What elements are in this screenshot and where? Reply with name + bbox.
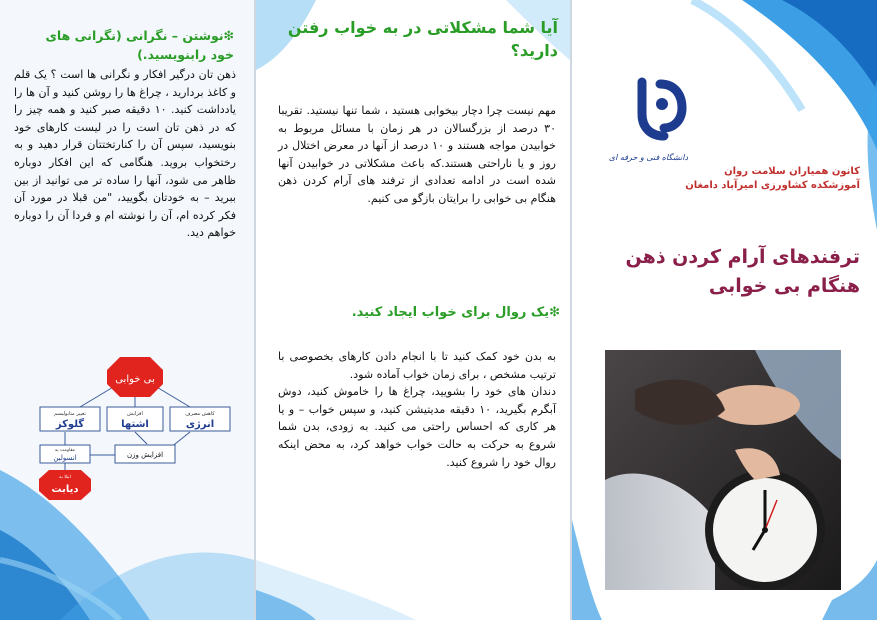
section-title-sleep-problems: آیا شما مشکلاتی در به خواب رفتن دارید؟: [287, 18, 558, 60]
weight-label: افزایش وزن: [126, 451, 164, 459]
appetite-small-label: افزایش: [127, 411, 143, 417]
organization-name: [586, 165, 860, 193]
alarm-clock-photo: [605, 350, 841, 590]
insomnia-label: بی خوابی: [115, 374, 155, 385]
energy-label: انرژی: [185, 419, 215, 430]
diabetes-label: دیابت: [51, 484, 79, 495]
glucose-small-label: تغییر متابولیسم: [54, 411, 86, 417]
insulin-small-label: مقاومت به: [54, 448, 76, 453]
paragraph-writing-worries: ذهن تان درگیر افکار و نگرانی ها است ؟ یک قلم و کاغذ بردارید ، چراغ ها را روشن کنید و آن ها را یادداشت کنید. ۱۰ دقیقه صبر کنید و همه چیز را که در ذهن تان است را در لیست کارهای خود بنویسید، سپس آن را کنارتختتان قرار دهید و به رختخواب بروید. هنگامی که این افکار دوباره ظاهر می شود، آنها را ساده تر می توانید از بین ببرید – به خودتان بگویید، "من قبلا در مورد آن فکر کرده ام، آن را نوشته ام و فردا آن را دوباره خواهم دید.: [13, 68, 236, 240]
brochure-main-title: ترفندهای آرام کردن ذهن هنگام بی خوابی: [625, 246, 860, 297]
appetite-label: اشتها: [121, 419, 149, 430]
section-heading-routine: ❇یک روال برای خواب ایجاد کنید.: [351, 305, 560, 320]
paragraph-routine-part-1: به بدن خود کمک کنید تا با انجام دادن کارهای بخصوصی با ترتیب مشخص ، برای زمان خواب آماده شود.: [278, 350, 556, 381]
section-heading-writing: ❇نوشتن – نگرانی (نگرانی های خود را‌بنویسید.): [45, 28, 234, 62]
university-logo: [608, 74, 690, 166]
diabetes-small-label: ابتلا به: [59, 475, 71, 480]
org-line-1: کانون همیاران سلامت روان: [724, 166, 860, 177]
insulin-label: انسولین: [53, 454, 77, 462]
insomnia-diagram: [35, 352, 235, 507]
energy-small-label: کاهش مصرف: [185, 411, 215, 417]
logo-text: دانشگاه فنی و حرفه ای: [608, 153, 688, 162]
paragraph-intro: مهم نیست چرا دچار بیخوابی هستید ، شما تنها نیستید. تقریبا ۳۰ درصد از بزرگسالان در هر زمان با مسائل مربوط به خوابیدن مواجه هستند و ۱۰ درصد از آنها در معرض اختلال در روز و یا ناراحتی هستند.که باعث مشکلاتی در خوابیدن آنها شده است در ادامه تعدادی از ترفند های آرام کردن ذهن هنگام بی خوابی را برایتان بازگو می کنیم.: [278, 104, 556, 205]
org-line-2: آموزشکده کشاورزی امیرآباد دامغان: [685, 180, 860, 191]
glucose-label: گلوکز: [55, 419, 85, 430]
paragraph-routine: [278, 348, 556, 471]
paragraph-routine-part-2: دندان های خود را بشویید، چراغ ها را خاموش کنید، دوش آبگرم بگیرید، ۱۰ دقیقه مدیتیشن کنید، و سپس خواب – و یا هر کاری که احساس راحتی می کنید. به زودی، بدن شما شروع به حرکت به حالت خواب خواهد کرد، به محض اینکه روال خود را شروع کنید.: [278, 385, 556, 469]
